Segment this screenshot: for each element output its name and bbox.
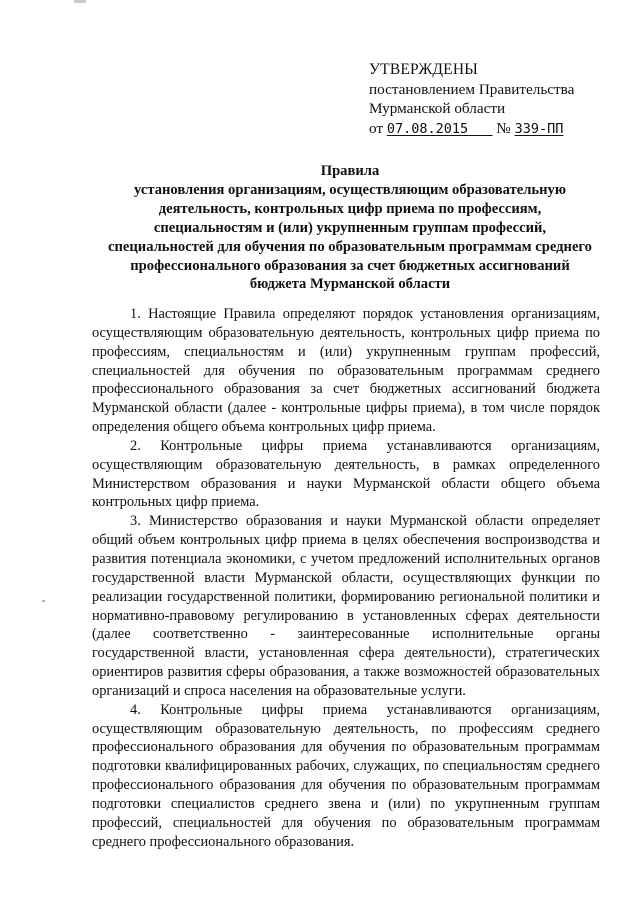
paragraph-3: 3. Министерство образования и науки Мурманской области определяет общий объем контрольных цифр приема в целях обеспечения воспроизводства и развития потенциала экономики, с учетом предложений исполнительных органов государственной власти Мурманской области, осуществляющих функции по реализации государственной политики, формированию региональной политики и нормативно-правовому регулированию в установленных сферах деятельности (далее соответственно - заинтересованные исполнительные органы государственной власти, установленная сфера деятельности), стратегических ориентиров развития сферы образования, а также возможностей образовательных организаций и спроса населения на образовательные услуги. [92,513,600,699]
date-underline-tail [468,121,492,137]
approval-block [369,60,619,139]
title-line-3: деятельность, контрольных цифр приема по профессиям, [158,200,542,217]
approval-line-2: Мурманской области [369,100,506,117]
scan-speck [42,600,45,602]
paragraph-2: 2. Контрольные цифры приема устанавливаются организациям, осуществляющим образовательную деятельность, в рамках определенного Министерством образования и науки Мурманской области общего объема контрольных цифр приема. [92,437,600,511]
paragraph-1: 1. Настоящие Правила определяют порядок установления организациям, осуществляющим образовательную деятельность, контрольных цифр приема по профессиям, специальностям и (или) укрупненным группам профессий, специальностей для обучения по образовательным программам среднего профессионального образования за счет бюджетных ассигнований бюджета Мурманской области (далее - контрольные цифры приема), в том числе порядок определения общего объема контрольных цифр приема. [92,306,600,436]
title-line-2: установления организациям, осуществляющим образовательную [134,181,566,198]
title-line-5: специальностей для обучения по образовательным программам среднего [108,238,592,255]
title-line-6: профессионального образования за счет бюджетных ассигнований [130,257,570,274]
number-sign: № [496,119,511,137]
title-line-7: бюджета Мурманской области [249,276,451,293]
scan-edge-mark [74,0,86,3]
approval-number: 339-ПП [514,120,564,137]
title-line-4: специальностям и (или) укрупненным группам профессий, [153,219,547,236]
approval-date: 07.08.2015 [386,120,469,137]
date-prefix: от [369,119,384,137]
document-title [90,162,610,294]
approval-line-1: постановлением Правительства [369,80,575,98]
approval-date-line [369,119,619,140]
paragraph-4: 4. Контрольные цифры приема устанавливаются организациям, осуществляющим образовательную деятельность, по профессиям среднего профессионального образования для обучения по образовательным программам подготовки квалифицированных рабочих, служащих, по специальностям среднего профессионального образования для обучения по образовательным программам подготовки специалистов среднего звена и (или) по укрупненным группам профессий, специальностей для обучения по образовательным программам среднего профессионального образования. [92,701,600,850]
document-body [92,305,600,851]
approval-heading: УТВЕРЖДЕНЫ [369,61,478,78]
title-line-1: Правила [320,163,380,179]
